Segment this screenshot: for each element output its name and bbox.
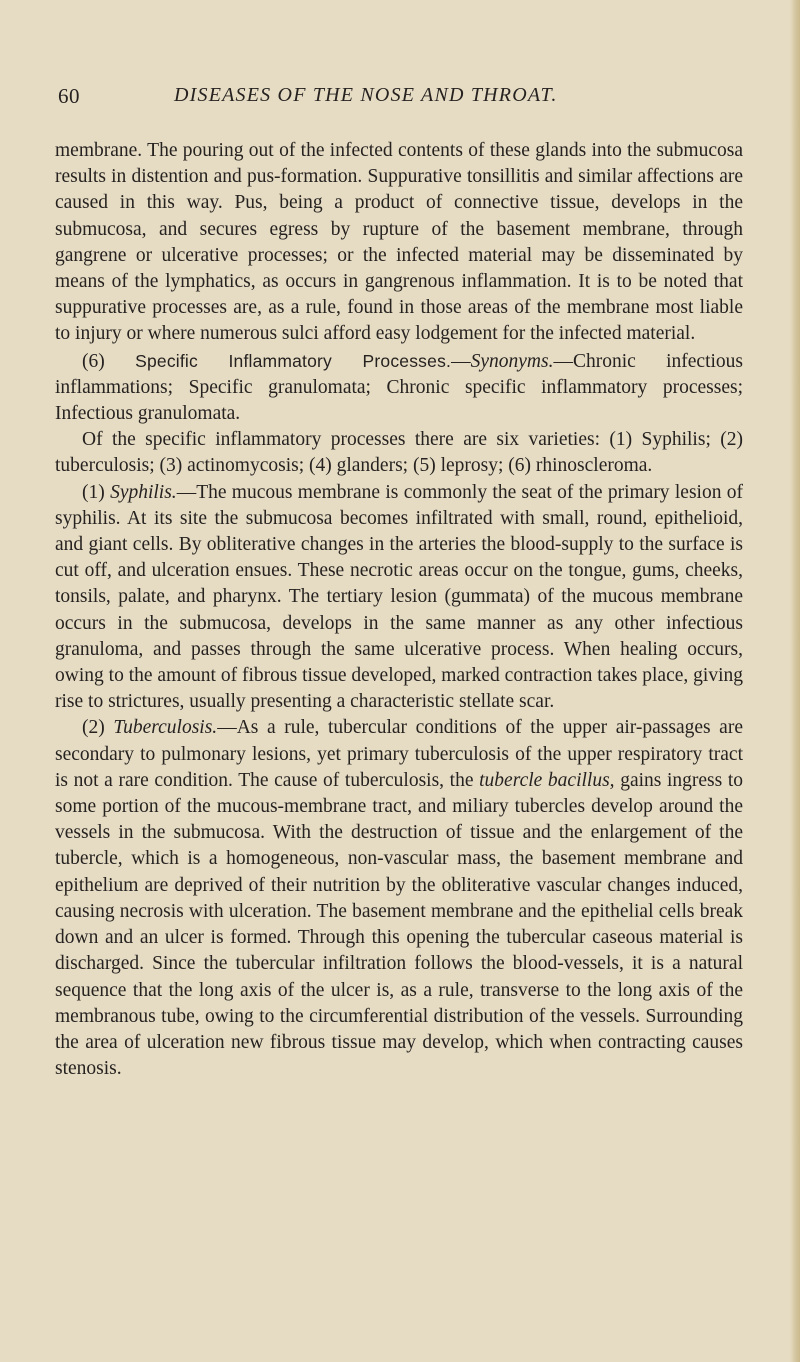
subsection-number: (2) xyxy=(82,717,105,739)
syphilis-text: —The mucous membrane is commonly the seat of the primary lesion of syphilis. At its site the submucosa becomes infiltrated with small, round, epithelioid, and giant cells. By obliterative changes in the arteries the blood-supply to the surface is cut off, and ulceration ensues. These necrotic areas occur on the tongue, gums, cheeks, tonsils, palate, and pharynx. The tertiary lesion (gummata) of the mucous membrane occurs in the submucosa, develops in the same manner as any other infectious granuloma, and passes through the same ulcerative process. When healing occurs, owing to the amount of fibrous tissue developed, marked contraction takes place, giving rise to strictures, usually presenting a characteristic stellate scar. xyxy=(55,481,743,713)
page-number: 60 xyxy=(58,84,80,108)
subsection-label: Tuberculosis. xyxy=(113,717,218,739)
section-number: (6) xyxy=(82,350,105,372)
subsection-number: (1) xyxy=(82,481,105,503)
paragraph-continuation: membrane. The pouring out of the infected contents of these glands into the submucosa results in distention and pus-formation. Suppurative tonsillitis and similar affections are caused in this way. Pus, being a product of connective tissue, develops in the submucosa, and secures egress by rupture of the basement membrane, through gangrene or ulcerative processes; or the infected material may be disseminated by means of the lymphatics, as occurs in gangrenous inflammation. It is to be noted that suppurative processes are, as a rule, found in those areas of the membrane most liable to injury or where numerous sulci afford easy lodgement for the infected material. xyxy=(55,140,743,345)
page-edge xyxy=(790,0,800,1362)
running-head: DISEASES OF THE NOSE AND THROAT. xyxy=(174,84,558,106)
tubercle-bacillus-term: tubercle bacillus, xyxy=(479,769,615,791)
synonyms-label: Synonyms. xyxy=(470,350,554,372)
paragraph-tuberculosis xyxy=(55,715,743,1082)
synonyms-text: —Chronic infectious inflammations; Specific granulomata; Chronic specific inflammatory processes; Infectious granulomata. xyxy=(55,350,743,425)
paragraph-varieties: Of the specific inflammatory processes there are six varieties: (1) Syphilis; (2) tuberculosis; (3) actinomycosis; (4) glanders; (5) leprosy; (6) rhinoscleroma. xyxy=(55,429,743,477)
paragraph-specific-inflammatory xyxy=(55,348,743,428)
body-text xyxy=(55,138,743,1082)
heading-dash: — xyxy=(451,350,471,372)
tuberculosis-text-b: gains ingress to some portion of the mucous-membrane tract, and miliary tubercles develop around the vessels in the submucosa. With the destruction of tissue and the enlargement of the tubercle, which is a homogeneous, non-vascular mass, the basement membrane and epithelium are deprived of their nutrition by the obliterative vascular changes induced, causing necrosis with ulceration. The basement membrane and the epithelial cells break down and an ulcer is formed. Through this opening the tubercular caseous material is discharged. Since the tubercular infiltration follows the blood-vessels, it is a natural sequence that the long axis of the ulcer is, as a rule, transverse to the long axis of the membranous tube, owing to the circumferential distribution of the vessels. Surrounding the area of ulceration new fibrous tissue may develop, which when contracting causes stenosis. xyxy=(55,769,744,1080)
subsection-label: Syphilis. xyxy=(110,481,177,503)
paragraph-syphilis xyxy=(55,480,743,716)
section-heading: Specific Inflammatory Processes. xyxy=(135,350,452,371)
tuberculosis-text-a: —As a rule, tubercular conditions of the upper air-passages are secondary to pulmonary lesions, yet primary tuberculosis of the upper respiratory tract is not a rare condition. The cause of tuberculosis, the xyxy=(55,717,743,791)
page-header xyxy=(58,84,758,114)
